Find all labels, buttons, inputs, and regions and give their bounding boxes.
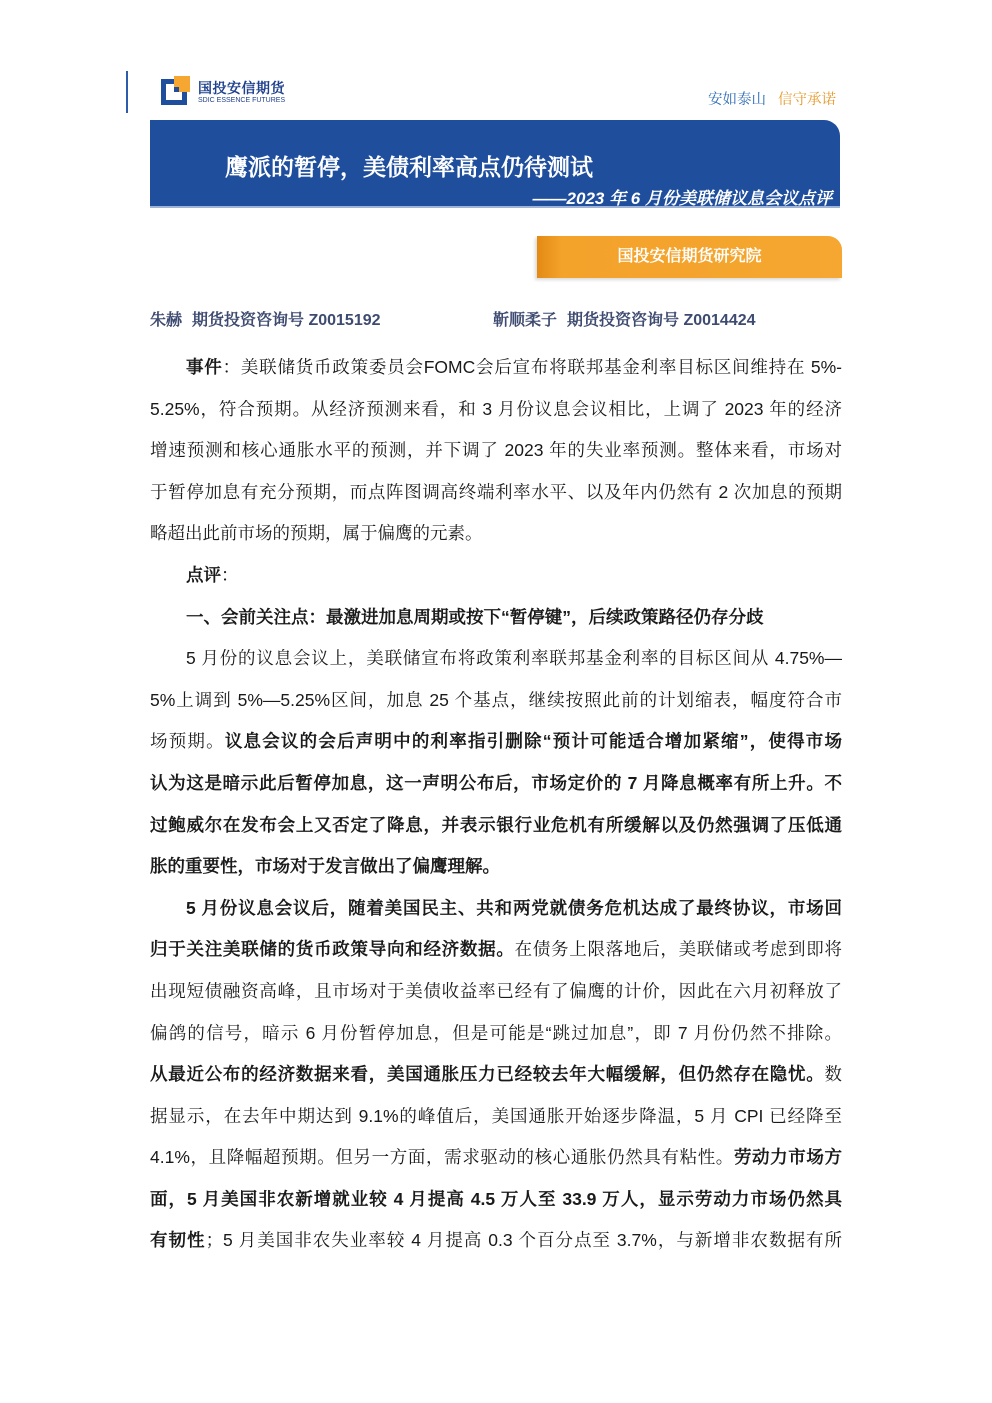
- section-heading: 一、会前关注点：最激进加息周期或按下“暂停键”，后续政策路径仍存分歧: [186, 606, 764, 627]
- text-run: 在债务上限落地后，美联储或考虑到即将: [514, 939, 842, 960]
- bold-run: 归于关注美联储的货币政策导向和经济数据。: [150, 939, 515, 960]
- event-line: 5.25%，符合预期。从经济预测来看，和 3 月份议息会议相比，上调了 2023 年的经济: [150, 398, 842, 419]
- paragraph-line: 据显示，在去年中期达到 9.1%的峰值后，美国通胀开始逐步降温，5 月 CPI 已经降至: [150, 1105, 842, 1126]
- paragraph-line: [150, 1220, 842, 1262]
- bold-run: 议息会议的会后声明中的利率指引删除“预计可能适合增加紧缩”，使得市场: [224, 731, 842, 752]
- author-name: 朱赫: [150, 312, 183, 329]
- paragraph-line: 认为这是暗示此后暂停加息，这一声明公布后，市场定价的 7 月降息概率有所上升。不: [150, 772, 842, 793]
- report-body: [150, 347, 842, 1262]
- report-subtitle: ——2023 年 6 月份美联储议息会议点评: [532, 189, 832, 208]
- paragraph-line: 偏鸽的信号，暗示 6 月份暂停加息，但是可能是“跳过加息”，即 7 月份仍然不排除。: [150, 1022, 842, 1043]
- header-divider-line: [126, 71, 128, 113]
- event-line: 略超出此前市场的预期，属于偏鹰的元素。: [150, 523, 483, 544]
- text-run: 场预期。: [150, 731, 225, 752]
- paragraph-line: 5 月份议息会议后，随着美国民主、共和两党就债务危机达成了最终协议，市场回: [186, 897, 842, 918]
- institute-tag: 国投安信期货研究院: [537, 236, 842, 278]
- paragraph-line: 过鲍威尔在发布会上又否定了降息，并表示银行业危机有所缓解以及仍然强调了压低通: [150, 814, 842, 835]
- brand-name-cn: 国投安信期货: [198, 80, 285, 96]
- event-line: 于暂停加息有充分预期，而点阵图调高终端利率水平、以及年内仍然有 2 次加息的预期: [150, 481, 842, 502]
- paragraph-line: 出现短债融资高峰，且市场对于美债收益率已经有了偏鹰的计价，因此在六月初释放了: [150, 980, 842, 1001]
- text-run: 数: [824, 1064, 842, 1085]
- text-run: ；5 月美国非农失业率较 4 月提高 0.3 个百分点至 3.7%，与新增非农数据有所: [205, 1230, 843, 1251]
- event-line: [150, 347, 842, 389]
- brand-name-en: SDIC ESSENCE FUTURES: [198, 97, 286, 104]
- paragraph-line: [150, 1054, 842, 1096]
- author-name: 靳顺柔子: [493, 312, 558, 329]
- bold-run: 从最近公布的经济数据来看，美国通胀压力已经较去年大幅缓解，但仍然存在隐忧。: [150, 1064, 825, 1085]
- paragraph-line: [150, 1137, 842, 1179]
- paragraph-line: [150, 721, 842, 763]
- bold-run: 劳动力市场方: [733, 1147, 843, 1168]
- paragraph-line: 5 月份的议息会议上，美联储宣布将政策利率联邦基金利率的目标区间从 4.75%—: [186, 648, 842, 669]
- text-run: ：美联储货币政策委员会FOMC会后宣布将联邦基金利率目标区间维持在 5%-: [222, 357, 843, 377]
- slogan-part-2: 信守承诺: [778, 92, 836, 108]
- author-cert: 期货投资咨询号 Z0015192: [192, 312, 381, 329]
- review-label: 点评: [186, 564, 221, 585]
- bold-run: 有韧性: [150, 1230, 206, 1251]
- author-cert: 期货投资咨询号 Z0014424: [567, 312, 756, 329]
- event-label: 事件: [186, 357, 223, 377]
- paragraph-line: [150, 929, 842, 971]
- paragraph-line: 胀的重要性，市场对于发言做出了偏鹰理解。: [150, 856, 500, 877]
- text-run: ：: [221, 564, 239, 585]
- review-label-line: [150, 555, 842, 597]
- text-run: 4.1%，且降幅超预期。但另一方面，需求驱动的核心通胀仍然具有粘性。: [150, 1147, 734, 1168]
- slogan-part-1: 安如泰山: [708, 92, 766, 108]
- paragraph-line: 5%上调到 5%—5.25%区间，加息 25 个基点，继续按照此前的计划缩表，幅度符合市: [150, 689, 842, 710]
- author-entry: [493, 311, 756, 331]
- slogan: [708, 91, 836, 109]
- event-line: 增速预测和核心通胀水平的预测，并下调了 2023 年的失业率预测。整体来看，市场对: [150, 440, 842, 461]
- paragraph-line: 面，5 月美国非农新增就业较 4 月提高 4.5 万人至 33.9 万人，显示劳动力市场仍然具: [150, 1188, 842, 1209]
- author-entry: [150, 311, 381, 331]
- company-logo-icon: [161, 75, 191, 105]
- report-title: 鹰派的暂停，美债利率高点仍待测试: [225, 154, 593, 180]
- title-banner: [150, 120, 840, 208]
